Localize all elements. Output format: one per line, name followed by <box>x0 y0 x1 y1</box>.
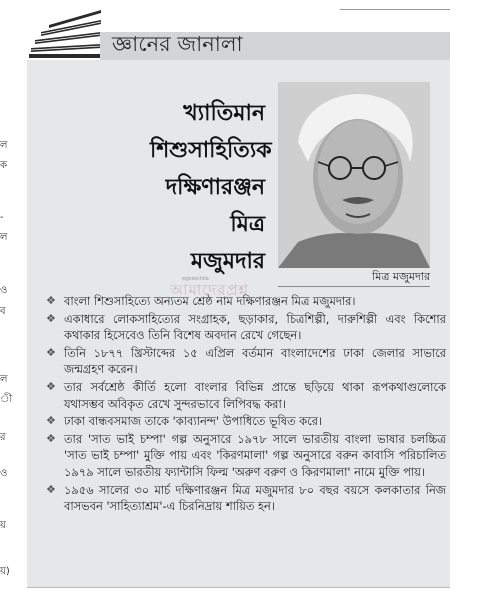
fact-text: বাংলা শিশুসাহিত্যে অন্যতম শ্রেষ্ঠ নাম দক্ষিণারঞ্জন মিত্র মজুমদার। <box>64 294 356 308</box>
margin-fragment: য়) <box>0 566 10 577</box>
bottom-rule <box>27 587 450 588</box>
fact-text: ১৯৫৬ সালের ৩০ মার্চ দক্ষিণারঞ্জন মিত্র মজুমদার ৮০ বছর বয়সে কলকাতার নিজ বাসভবন 'সাহিত্যাশ্রম'-এ চিরনিদ্রায় শায়িত হন। <box>64 482 446 514</box>
fact-text: ঢাকা বান্ধবসমাজ তাকে 'কাব্যানন্দ' উপাধিতে ভূষিত করে। <box>64 414 323 429</box>
list-item <box>46 431 446 481</box>
headline-line: খ্যাতিমান <box>183 101 265 126</box>
left-column-fragments <box>0 0 16 591</box>
article-headline <box>150 95 272 280</box>
margin-fragment: ও <box>0 468 8 479</box>
fact-text: তার 'সাত ভাই চম্পা' গল্প অনুসারে ১৯৭৮ সালে ভারতীয় বাংলা ভাষার চলচ্চিত্র 'সাত ভাই চম্পা' মুক্তি পায় এবং 'কিরণমালা' গল্প অনুসারে বরুন কাবাসি পরিচালিত ১৯৭৯ সালে ভারতীয় ফ্যান্টাসি ফিল্ম 'অরুণ বরুণ ও কিরণমালা' নামে মুক্তি পায়। <box>64 431 446 479</box>
margin-fragment: ল <box>0 140 8 151</box>
diamond-bullet-icon: ❖ <box>46 379 56 393</box>
margin-fragment: ল <box>0 374 8 385</box>
headline-line: মজুমদার <box>190 249 265 274</box>
list-item <box>46 293 446 310</box>
list-item <box>46 345 446 378</box>
fact-text: একাধারে লোকসাহিত্যের সংগ্রাহক, ছড়াকার, চিত্রশিল্পী, দারুশিল্পী এবং কিশোর কথাকার হিসেবেও তিনি বিশেষ অবদান রেখে গেছেন। <box>64 311 446 343</box>
list-item <box>46 311 446 344</box>
diamond-bullet-icon: ❖ <box>46 294 56 307</box>
headline-line: শিশুসাহিত্যিক <box>150 138 272 163</box>
diamond-bullet-icon: ❖ <box>46 482 56 496</box>
fact-text: তিনি ১৮৭৭ খ্রিস্টাব্দের ১৫ এপ্রিল বর্তমান বাংলাদেশের ঢাকা জেলার সাভারে জন্মগ্রহণ করেন। <box>64 345 446 377</box>
diamond-bullet-icon: ❖ <box>46 414 56 428</box>
portrait-sketch-icon <box>278 82 430 268</box>
books-stack-icon <box>27 10 102 60</box>
photo-caption: মিত্র মজুমদার <box>372 270 430 283</box>
caption-divider <box>278 286 430 287</box>
diamond-bullet-icon: ❖ <box>46 345 56 359</box>
margin-fragment: ও <box>0 285 8 296</box>
facts-list <box>46 293 446 515</box>
margin-fragment: য় <box>0 520 6 531</box>
diamond-bullet-icon: ❖ <box>46 431 56 445</box>
list-item <box>46 379 446 412</box>
headline-line: দক্ষিণারঞ্জন মিত্র <box>165 175 265 237</box>
margin-fragment: ল <box>0 232 8 243</box>
diamond-bullet-icon: ❖ <box>46 311 56 325</box>
watermark-logo: আমাদেরপ্রশ্ন <box>170 281 249 299</box>
watermark-small-text: egeeschile <box>182 276 209 282</box>
list-item <box>46 413 446 430</box>
margin-fragment: ী <box>0 394 13 405</box>
top-rule <box>340 9 450 10</box>
section-title: জ্ঞানের জানালা <box>112 32 243 56</box>
author-portrait-photo <box>278 82 430 268</box>
list-item <box>46 482 446 515</box>
fact-text: তার সর্বশ্রেষ্ঠ কীর্তি হলো বাংলার বিভিন্ন প্রান্তে ছড়িয়ে থাকা রূপকথাগুলোকে যথাসম্ভব অবিকৃত রেখে সুন্দরভাবে লিপিবদ্ধ করা। <box>64 379 446 411</box>
margin-fragment: - <box>0 212 4 223</box>
margin-fragment: র <box>0 432 6 443</box>
margin-fragment: ব <box>0 306 6 317</box>
margin-fragment: ক <box>0 160 7 171</box>
